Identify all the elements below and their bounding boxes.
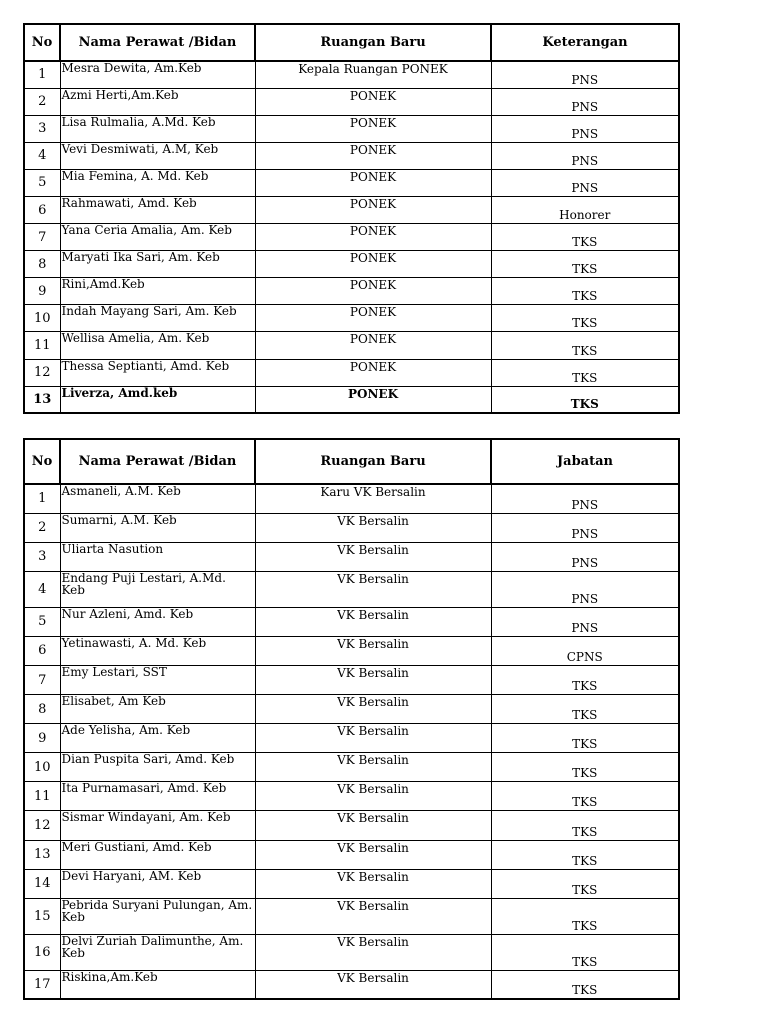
row-number: 1 [24, 61, 60, 88]
status-label: TKS [491, 840, 679, 869]
row-number: 8 [24, 251, 60, 278]
nurse-name: Thessa Septianti, Amd. Keb [60, 359, 255, 386]
room-name: PONEK [255, 386, 491, 413]
table-row [24, 753, 679, 782]
col-header-name: Nama Perawat /Bidan [60, 24, 255, 61]
room-name: PONEK [255, 88, 491, 115]
row-number: 13 [24, 386, 60, 413]
row-number: 10 [24, 305, 60, 332]
nurse-name: Vevi Desmiwati, A.M, Keb [60, 142, 255, 169]
table-row [24, 88, 679, 115]
room-name: VK Bersalin [255, 665, 491, 694]
row-number: 12 [24, 359, 60, 386]
status-label: PNS [491, 115, 679, 142]
nurse-name: Riskina,Am.Keb [60, 970, 255, 999]
status-label: TKS [491, 970, 679, 999]
status-label: TKS [491, 251, 679, 278]
room-name: VK Bersalin [255, 898, 491, 934]
nurse-name: Lisa Rulmalia, A.Md. Keb [60, 115, 255, 142]
nurse-name: Mesra Dewita, Am.Keb [60, 61, 255, 88]
nurse-name: Pebrida Suryani Pulungan, Am. Keb [60, 898, 255, 934]
col-header-status: Keterangan [491, 24, 679, 61]
room-name: VK Bersalin [255, 753, 491, 782]
table-row [24, 811, 679, 840]
nurse-name: Sismar Windayani, Am. Keb [60, 811, 255, 840]
vk-bersalin-staff-table [23, 438, 680, 1000]
row-number: 11 [24, 332, 60, 359]
table-row [24, 142, 679, 169]
status-label: TKS [491, 898, 679, 934]
row-number: 2 [24, 88, 60, 115]
room-name: VK Bersalin [255, 811, 491, 840]
row-number: 10 [24, 753, 60, 782]
row-number: 14 [24, 869, 60, 898]
room-name: PONEK [255, 142, 491, 169]
row-number: 5 [24, 607, 60, 636]
status-label: PNS [491, 607, 679, 636]
row-number: 7 [24, 665, 60, 694]
room-name: VK Bersalin [255, 934, 491, 970]
status-label: TKS [491, 224, 679, 251]
nurse-name: Dian Puspita Sari, Amd. Keb [60, 753, 255, 782]
nurse-name: Endang Puji Lestari, A.Md. Keb [60, 571, 255, 607]
status-label: TKS [491, 782, 679, 811]
table-row [24, 970, 679, 999]
nurse-name: Azmi Herti,Am.Keb [60, 88, 255, 115]
table-row [24, 782, 679, 811]
status-label: PNS [491, 513, 679, 542]
nurse-name: Delvi Zuriah Dalimunthe, Am. Keb [60, 934, 255, 970]
nurse-name: Maryati Ika Sari, Am. Keb [60, 251, 255, 278]
room-name: PONEK [255, 251, 491, 278]
status-label: TKS [491, 811, 679, 840]
nurse-name: Liverza, Amd.keb [60, 386, 255, 413]
room-name: VK Bersalin [255, 542, 491, 571]
table-row [24, 224, 679, 251]
room-name: PONEK [255, 359, 491, 386]
room-name: PONEK [255, 305, 491, 332]
nurse-name: Wellisa Amelia, Am. Keb [60, 332, 255, 359]
room-name: Kepala Ruangan PONEK [255, 61, 491, 88]
col-header-no: No [24, 439, 60, 484]
status-label: CPNS [491, 636, 679, 665]
col-header-no: No [24, 24, 60, 61]
status-label: PNS [491, 169, 679, 196]
table-row [24, 251, 679, 278]
row-number: 9 [24, 724, 60, 753]
row-number: 17 [24, 970, 60, 999]
status-label: TKS [491, 386, 679, 413]
room-name: PONEK [255, 115, 491, 142]
nurse-name: Ade Yelisha, Am. Keb [60, 724, 255, 753]
table-row [24, 665, 679, 694]
table-row [24, 607, 679, 636]
status-label: Honorer [491, 196, 679, 223]
nurse-name: Devi Haryani, AM. Keb [60, 869, 255, 898]
nurse-name: Indah Mayang Sari, Am. Keb [60, 305, 255, 332]
status-label: TKS [491, 695, 679, 724]
table-header-row [24, 439, 679, 484]
nurse-name: Uliarta Nasution [60, 542, 255, 571]
col-header-status: Jabatan [491, 439, 679, 484]
status-label: TKS [491, 278, 679, 305]
row-number: 13 [24, 840, 60, 869]
nurse-name: Ita Purnamasari, Amd. Keb [60, 782, 255, 811]
row-number: 3 [24, 115, 60, 142]
row-number: 4 [24, 142, 60, 169]
row-number: 9 [24, 278, 60, 305]
status-label: TKS [491, 753, 679, 782]
table-row [24, 196, 679, 223]
table-row [24, 61, 679, 88]
status-label: PNS [491, 61, 679, 88]
room-name: VK Bersalin [255, 970, 491, 999]
status-label: TKS [491, 869, 679, 898]
table-row [24, 513, 679, 542]
room-name: VK Bersalin [255, 695, 491, 724]
table-row [24, 571, 679, 607]
row-number: 6 [24, 196, 60, 223]
nurse-name: Mia Femina, A. Md. Keb [60, 169, 255, 196]
table-row [24, 386, 679, 413]
nurse-name: Meri Gustiani, Amd. Keb [60, 840, 255, 869]
table-row [24, 898, 679, 934]
status-label: TKS [491, 359, 679, 386]
room-name: VK Bersalin [255, 869, 491, 898]
room-name: VK Bersalin [255, 782, 491, 811]
status-label: PNS [491, 142, 679, 169]
ponek-staff-table [23, 23, 680, 414]
nurse-name: Yetinawasti, A. Md. Keb [60, 636, 255, 665]
room-name: VK Bersalin [255, 636, 491, 665]
status-label: PNS [491, 542, 679, 571]
nurse-name: Rahmawati, Amd. Keb [60, 196, 255, 223]
nurse-name: Sumarni, A.M. Keb [60, 513, 255, 542]
nurse-name: Emy Lestari, SST [60, 665, 255, 694]
room-name: VK Bersalin [255, 571, 491, 607]
status-label: PNS [491, 571, 679, 607]
row-number: 11 [24, 782, 60, 811]
table-row [24, 695, 679, 724]
status-label: TKS [491, 332, 679, 359]
room-name: PONEK [255, 196, 491, 223]
status-label: TKS [491, 724, 679, 753]
table-row [24, 840, 679, 869]
table-row [24, 305, 679, 332]
row-number: 12 [24, 811, 60, 840]
table-row [24, 934, 679, 970]
row-number: 7 [24, 224, 60, 251]
status-label: TKS [491, 665, 679, 694]
room-name: PONEK [255, 278, 491, 305]
row-number: 8 [24, 695, 60, 724]
nurse-name: Elisabet, Am Keb [60, 695, 255, 724]
nurse-name: Nur Azleni, Amd. Keb [60, 607, 255, 636]
room-name: VK Bersalin [255, 513, 491, 542]
row-number: 5 [24, 169, 60, 196]
table-row [24, 484, 679, 513]
table-header-row [24, 24, 679, 61]
table-row [24, 278, 679, 305]
table-row [24, 869, 679, 898]
status-label: TKS [491, 934, 679, 970]
row-number: 1 [24, 484, 60, 513]
row-number: 6 [24, 636, 60, 665]
row-number: 4 [24, 571, 60, 607]
table-row [24, 332, 679, 359]
col-header-room: Ruangan Baru [255, 439, 491, 484]
table-row [24, 542, 679, 571]
row-number: 2 [24, 513, 60, 542]
table-row [24, 636, 679, 665]
room-name: PONEK [255, 169, 491, 196]
nurse-name: Yana Ceria Amalia, Am. Keb [60, 224, 255, 251]
status-label: TKS [491, 305, 679, 332]
table-row [24, 724, 679, 753]
row-number: 16 [24, 934, 60, 970]
row-number: 3 [24, 542, 60, 571]
col-header-room: Ruangan Baru [255, 24, 491, 61]
room-name: VK Bersalin [255, 724, 491, 753]
nurse-name: Asmaneli, A.M. Keb [60, 484, 255, 513]
nurse-name: Rini,Amd.Keb [60, 278, 255, 305]
room-name: Karu VK Bersalin [255, 484, 491, 513]
row-number: 15 [24, 898, 60, 934]
room-name: VK Bersalin [255, 840, 491, 869]
room-name: PONEK [255, 332, 491, 359]
col-header-name: Nama Perawat /Bidan [60, 439, 255, 484]
room-name: PONEK [255, 224, 491, 251]
status-label: PNS [491, 484, 679, 513]
table-row [24, 359, 679, 386]
table-row [24, 169, 679, 196]
room-name: VK Bersalin [255, 607, 491, 636]
status-label: PNS [491, 88, 679, 115]
table-row [24, 115, 679, 142]
